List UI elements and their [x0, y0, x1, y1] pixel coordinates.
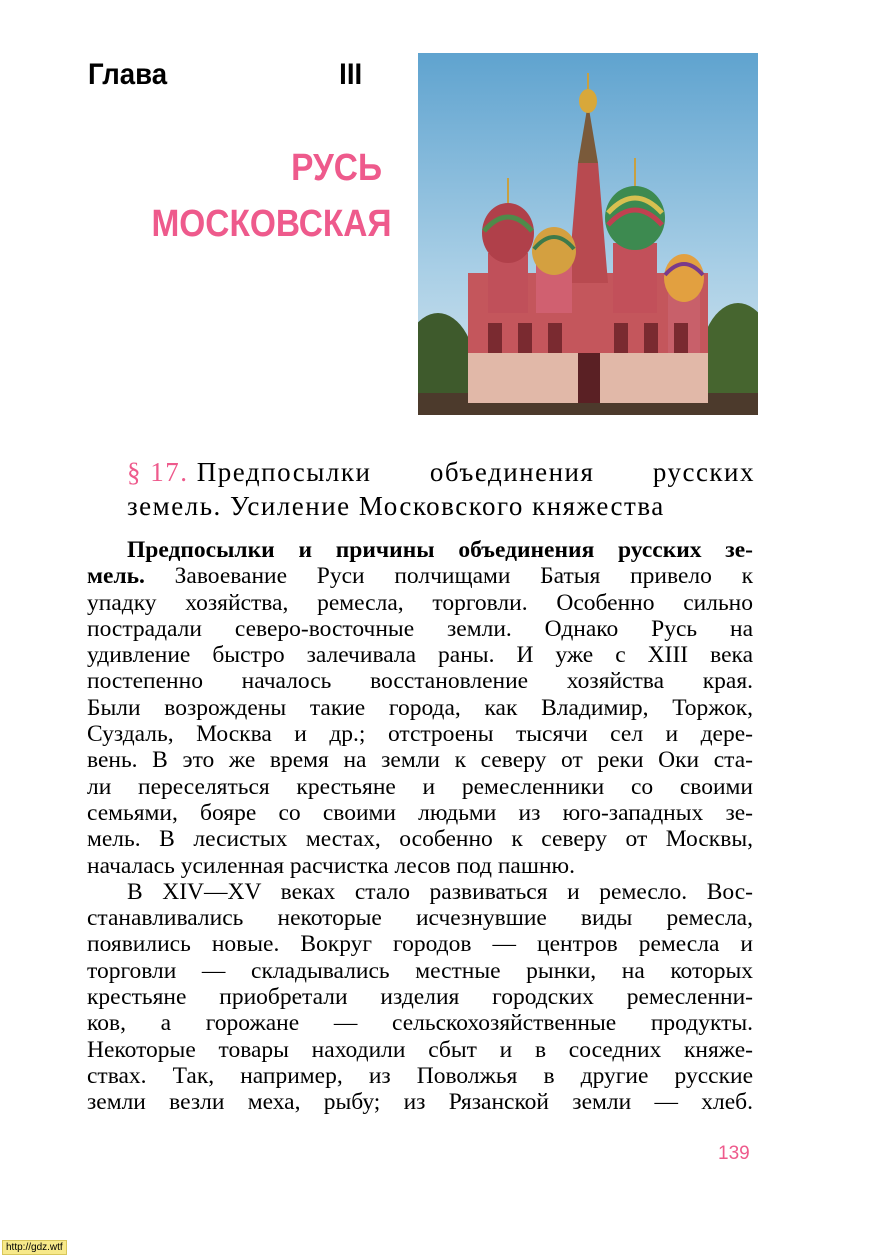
body-line: постепенно началось восстановление хозяйства края. — [87, 668, 753, 695]
body-line: мель. В лесистых местах, особенно к северу от Москвы, — [87, 826, 753, 853]
chapter-number: III — [339, 58, 363, 91]
body-line: земли везли меха, рыбу; из Рязанской земли — хлеб. — [87, 1089, 753, 1116]
body-line: появились новые. Вокруг городов — центров ремесла и — [87, 931, 753, 958]
page-number: 139 — [718, 1143, 750, 1164]
body-line: Некоторые товары находили сбыт и в соседних княже- — [87, 1036, 753, 1063]
body-line: началась усиленная расчистка лесов под пашню. — [87, 852, 575, 879]
body-line: Были возрождены такие города, как Владимир, Торжок, — [87, 694, 753, 721]
body-line: ствах. Так, например, из Поволжья в другие русские — [87, 1062, 753, 1089]
section-title-word3: русских — [652, 457, 755, 487]
chapter-title — [151, 140, 392, 252]
body-line: ков, а горожане — сельскохозяйственные продукты. — [87, 1010, 753, 1037]
body-text — [87, 537, 753, 1116]
section-number: § 17. — [127, 457, 189, 487]
body-line: вень. В это же время на земли к северу от реки Оки ста- — [87, 747, 753, 774]
chapter-title-line1: РУСЬ — [291, 147, 382, 189]
body-line: мель. Завоевание Руси полчищами Батыя привело к — [87, 563, 753, 590]
body-line: упадку хозяйства, ремесла, торговли. Особенно сильно — [87, 589, 753, 616]
body-line: семьями, бояре со своими людьми из юго-западных зе- — [87, 799, 753, 826]
chapter-heading — [88, 58, 362, 92]
body-line — [87, 537, 753, 563]
section-title-word1: Предпосылки — [196, 457, 372, 487]
body-line: пострадали северо-восточные земли. Однако Русь на — [87, 615, 753, 642]
body-line: станавливались некоторые исчезнувшие виды ремесла, — [87, 905, 753, 932]
body-line: торговли — складывались местные рынки, на которых — [87, 957, 753, 984]
body-line: крестьяне приобретали изделия городских ремесленни- — [87, 984, 753, 1011]
subheading-bold: Предпосылки и причины объединения русских зе- — [127, 537, 753, 563]
section-title-line2: земель. Усиление Московского княжества — [127, 491, 665, 521]
section-heading — [127, 455, 755, 523]
chapter-label: Глава — [88, 58, 168, 91]
cathedral-photo — [418, 53, 758, 415]
chapter-title-line2: МОСКОВСКАЯ — [151, 203, 392, 245]
watermark-link[interactable]: http://gdz.wtf — [2, 1240, 67, 1255]
body-line: Суздаль, Москва и др.; отстроены тысячи сел и дере- — [87, 721, 753, 748]
section-title-word2: объединения — [429, 457, 595, 487]
body-line: В XIV—XV веках стало развиваться и ремесло. Вос- — [127, 878, 753, 905]
body-line: удивление быстро залечивала раны. И уже с XIII века — [87, 642, 753, 669]
body-line: ли переселяться крестьяне и ремесленники со своими — [87, 773, 753, 800]
subheading-bold-end: мель. — [87, 563, 145, 590]
